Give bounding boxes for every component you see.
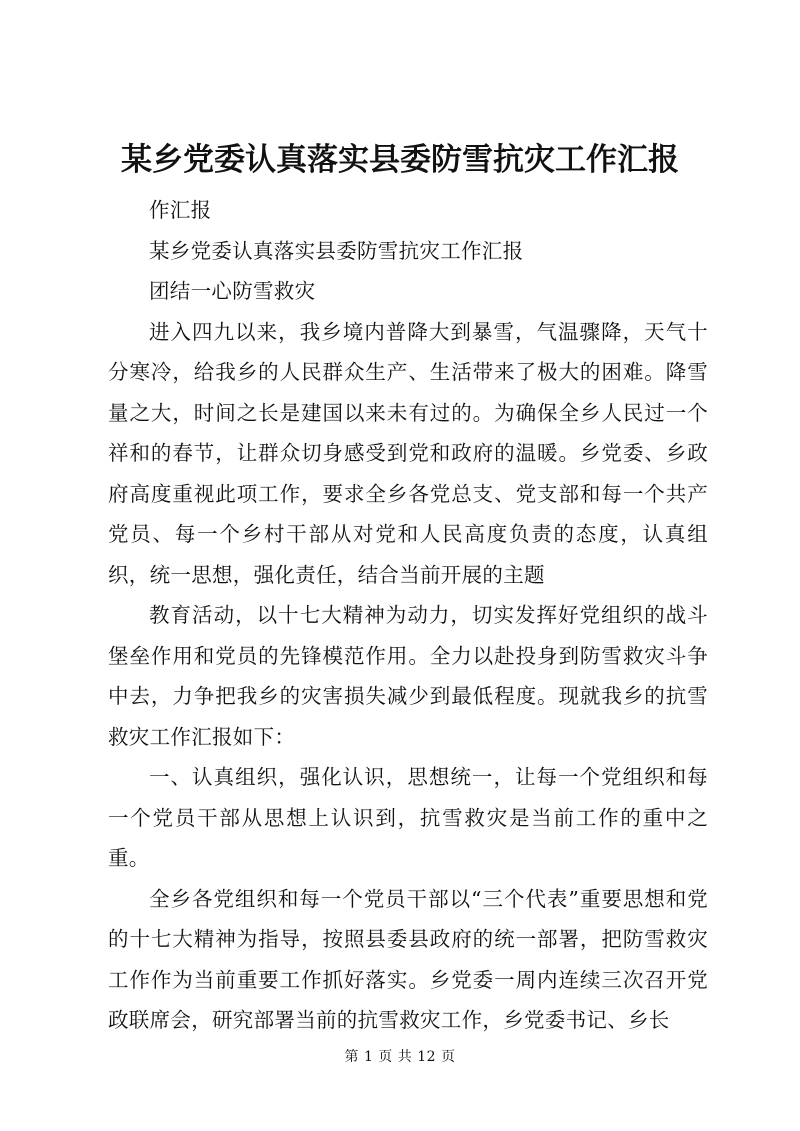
paragraph-3: 团结一心防雪救灾 xyxy=(149,279,316,303)
document-body xyxy=(108,190,708,1041)
page-number-footer: 第 1 页 共 12 页 xyxy=(344,1049,456,1065)
paragraph-5: 教育活动，以十七大精神为动力，切实发挥好党组织的战斗堡垒作用和党员的先锋模范作用。全力以赴投身到防雪救灾斗争中去，力争把我乡的灾害损失减少到最低程度。现就我乡的抗雪救灾工作汇报如下： xyxy=(108,603,708,749)
document-title: 某乡党委认真落实县委防雪抗灾工作汇报 xyxy=(121,142,679,178)
paragraph-2: 某乡党委认真落实县委防雪抗灾工作汇报 xyxy=(149,238,524,263)
paragraph-1: 作汇报 xyxy=(149,198,212,222)
paragraph-6: 一、认真组织，强化认识，思想统一，让每一个党组织和每一个党员干部从思想上认识到，抗雪救灾是当前工作的重中之重。 xyxy=(108,765,708,870)
paragraph-7: 全乡各党组织和每一个党员干部以“三个代表”重要思想和党的十七大精神为指导，按照县委县政府的统一部署，把防雪救灾工作作为当前重要工作抓好落实。乡党委一周内连续三次召开党政联席会，研究部署当前的抗雪救灾工作，乡党委书记、乡长 xyxy=(108,886,708,1032)
paragraph-4: 进入四九以来，我乡境内普降大到暴雪，气温骤降，天气十分寒冷，给我乡的人民群众生产、生活带来了极大的困难。降雪量之大，时间之长是建国以来未有过的。为确保全乡人民过一个祥和的春节，让群众切身感受到党和政府的温暖。乡党委、乡政府高度重视此项工作，要求全乡各党总支、党支部和每一个共产党员、每一个乡村干部从对党和人民高度负责的态度，认真组织，统一思想，强化责任，结合当前开展的主题 xyxy=(108,319,708,587)
